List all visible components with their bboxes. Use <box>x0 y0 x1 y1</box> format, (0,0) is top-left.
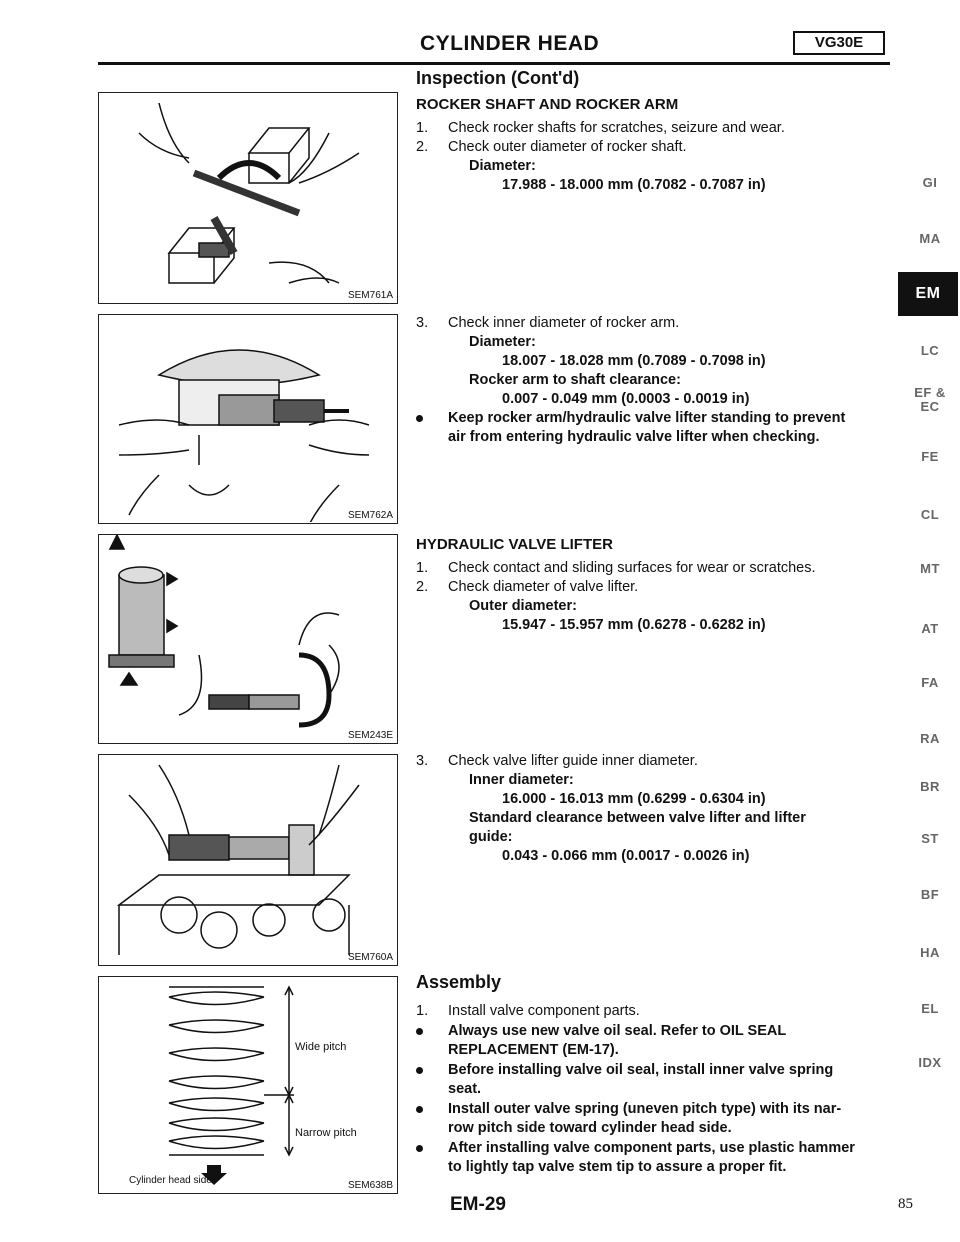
section-tab-em[interactable]: EM <box>898 272 958 316</box>
inner-diameter-value: 16.000 - 16.013 mm (0.6299 - 0.6304 in) <box>502 791 766 807</box>
clearance-value: 0.007 - 0.049 mm (0.0003 - 0.0019 in) <box>502 391 750 407</box>
bullet-icon <box>416 1145 423 1152</box>
assembly-bullet <box>416 1061 896 1099</box>
figure-code: SEM760A <box>347 952 393 963</box>
narrow-pitch-label: Narrow pitch <box>295 1127 357 1139</box>
shaft-diameter-value: 17.988 - 18.000 mm (0.7082 - 0.7087 in) <box>502 177 766 193</box>
figure-code: SEM638B <box>347 1180 393 1191</box>
step-number: 1. <box>416 120 429 136</box>
figure-code: SEM761A <box>347 290 393 301</box>
step-number: 2. <box>416 139 429 155</box>
rocker-section-title: ROCKER SHAFT AND ROCKER ARM <box>416 96 679 113</box>
step-text: Check inner diameter of rocker arm. <box>448 315 680 331</box>
inspection-title: Inspection (Cont'd) <box>416 68 580 88</box>
lifter-step-1 <box>416 559 896 578</box>
bullet-line: Always use new valve oil seal. Refer to OIL SEAL <box>448 1023 787 1039</box>
lifter-section-title: HYDRAULIC VALVE LIFTER <box>416 536 613 553</box>
rocker-step-2 <box>416 138 896 157</box>
note-line: Keep rocker arm/hydraulic valve lifter standing to prevent <box>448 410 846 426</box>
rocker-step-1 <box>416 119 896 138</box>
bore-gauge-rocker-arm-illustration <box>99 315 396 522</box>
bullet-line: Install outer valve spring (uneven pitch type) with its nar- <box>448 1101 842 1117</box>
assembly-step-1 <box>416 1002 896 1021</box>
section-tab-cl[interactable]: CL <box>920 507 940 522</box>
standard-clearance-label: Standard clearance between valve lifter and lifter <box>469 810 806 826</box>
bullet-icon <box>416 1067 423 1074</box>
step-number: 1. <box>416 1003 429 1019</box>
page-header-title: CYLINDER HEAD <box>420 32 600 55</box>
assembly-bullet <box>416 1100 896 1138</box>
assembly-bullet <box>416 1022 896 1060</box>
figure-code: SEM762A <box>347 510 393 521</box>
section-tab-bf[interactable]: BF <box>920 887 940 902</box>
header-rule <box>98 62 890 65</box>
page-code: EM-29 <box>450 1194 506 1215</box>
section-tab-at[interactable]: AT <box>921 621 939 636</box>
bullet-line: seat. <box>448 1081 482 1097</box>
section-tab-el[interactable]: EL <box>921 1001 939 1016</box>
standard-clearance-value: 0.043 - 0.066 mm (0.0017 - 0.0026 in) <box>502 848 750 864</box>
section-tab-fa[interactable]: FA <box>921 675 939 690</box>
lifter-step-2 <box>416 578 896 597</box>
step-text: Check diameter of valve lifter. <box>448 579 639 595</box>
assembly-title: Assembly <box>416 972 502 992</box>
step-number: 2. <box>416 579 429 595</box>
section-tab-ec[interactable]: EC <box>920 399 940 414</box>
section-tab-br[interactable]: BR <box>920 779 940 794</box>
rocker-step-3 <box>416 314 896 333</box>
assembly-bullet <box>416 1139 896 1177</box>
step-number: 3. <box>416 315 429 331</box>
figure-rocker-shaft <box>98 92 398 304</box>
outer-diameter-label: Outer diameter: <box>469 598 577 614</box>
step-text: Check outer diameter of rocker shaft. <box>448 139 687 155</box>
step-text: Install valve component parts. <box>448 1003 640 1019</box>
valve-lifter-micrometer-illustration <box>99 535 396 742</box>
bullet-icon <box>416 415 423 422</box>
lifter-note <box>416 409 896 447</box>
figure-code: SEM243E <box>347 730 393 741</box>
section-tab-ra[interactable]: RA <box>920 731 940 746</box>
bullet-line: row pitch side toward cylinder head side. <box>448 1120 732 1136</box>
bullet-icon <box>416 1106 423 1113</box>
step-number: 1. <box>416 560 429 576</box>
section-tab-mt[interactable]: MT <box>920 561 940 576</box>
bullet-icon <box>416 1028 423 1035</box>
shaft-diameter-label: Diameter: <box>469 158 536 174</box>
note-line: air from entering hydraulic valve lifter when checking. <box>448 429 820 445</box>
section-tab-gi[interactable]: GI <box>922 175 938 190</box>
bullet-line: Before installing valve oil seal, install inner valve spring <box>448 1062 834 1078</box>
page-number: 85 <box>898 1196 913 1212</box>
outer-diameter-value: 15.947 - 15.957 mm (0.6278 - 0.6282 in) <box>502 617 766 633</box>
lifter-guide-bore-illustration <box>99 755 396 964</box>
valve-spring-pitch-illustration <box>99 977 396 1192</box>
engine-model-badge: VG30E <box>793 31 885 55</box>
section-tab-ha[interactable]: HA <box>920 945 940 960</box>
step-text: Check valve lifter guide inner diameter. <box>448 753 698 769</box>
section-tab-st[interactable]: ST <box>921 831 939 846</box>
arm-diameter-label: Diameter: <box>469 334 536 350</box>
section-tab-fe[interactable]: FE <box>921 449 939 464</box>
section-tab-idx[interactable]: IDX <box>918 1055 942 1070</box>
micrometer-rocker-shaft-illustration <box>99 93 396 302</box>
bullet-line: REPLACEMENT (EM-17). <box>448 1042 619 1058</box>
cylinder-head-side-label: Cylinder head side <box>129 1175 212 1186</box>
standard-clearance-label-cont: guide: <box>469 829 513 845</box>
section-tab-lc[interactable]: LC <box>920 343 940 358</box>
bullet-line: to lightly tap valve stem tip to assure a proper fit. <box>448 1159 787 1175</box>
step-text: Check contact and sliding surfaces for wear or scratches. <box>448 560 816 576</box>
section-tab-ma[interactable]: MA <box>919 231 941 246</box>
section-tab-ef[interactable]: EF & <box>914 385 946 400</box>
arm-diameter-value: 18.007 - 18.028 mm (0.7089 - 0.7098 in) <box>502 353 766 369</box>
step-number: 3. <box>416 753 429 769</box>
figure-valve-lifter <box>98 534 398 744</box>
step-text: Check rocker shafts for scratches, seizure and wear. <box>448 120 785 136</box>
lifter-step-3 <box>416 752 896 771</box>
figure-lifter-guide <box>98 754 398 966</box>
clearance-label: Rocker arm to shaft clearance: <box>469 372 681 388</box>
figure-valve-spring <box>98 976 398 1194</box>
bullet-line: After installing valve component parts, use plastic hammer <box>448 1140 855 1156</box>
wide-pitch-label: Wide pitch <box>295 1041 347 1053</box>
figure-rocker-arm <box>98 314 398 524</box>
inner-diameter-label: Inner diameter: <box>469 772 574 788</box>
